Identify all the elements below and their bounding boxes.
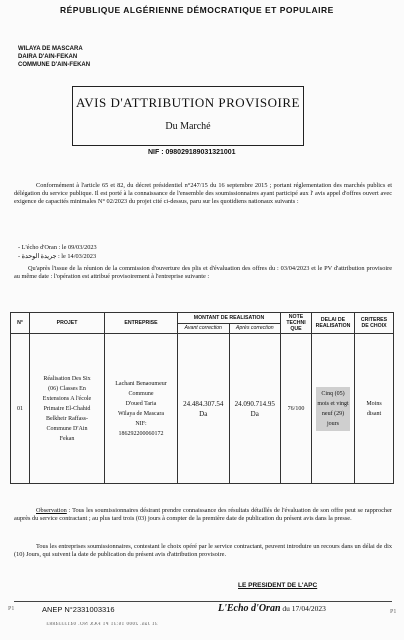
cell-entreprise xyxy=(105,334,178,484)
criteres-line: Moins xyxy=(366,400,382,407)
projet-line: Extensions A l'école xyxy=(42,395,92,402)
signature-line: LE PRESIDENT DE L'APC xyxy=(238,582,318,589)
notice-subtitle: Du Marché xyxy=(165,121,211,132)
recourse-paragraph: Tous les entreprises soumissionnaires, contestant le choix opéré par le service contractant, peuvent introduire un recours dans un délai de dix (10) Jours, qui suivent la date de publication du présent avis d'attribution provisoire. xyxy=(14,543,392,559)
daira-line: DAIRA D'AIN-FEKAN xyxy=(18,54,78,60)
cell-note: 76/100 xyxy=(281,334,312,484)
criteres-line: disant xyxy=(366,410,382,417)
newspaper-credit xyxy=(218,603,326,614)
cell-criteres xyxy=(355,334,394,484)
table-row xyxy=(11,334,394,484)
col-header-apres: Après correction xyxy=(229,323,281,334)
table-header-row xyxy=(11,313,394,324)
fax-header-mirrored: 31 Jan. 2000 16:31 P1 FAX NO. 0413334883 xyxy=(46,622,158,627)
col-header-avant: Avant correction xyxy=(178,323,230,334)
attribution-paragraph: Qu'après l'issue de la réunion de la commission d'ouverture des plis et d'évaluation des offres du : 03/04/2023 et le PV d'attribution provisoire au même date : l'opération est attribué provisoirement à l'entreprise suivante : xyxy=(14,265,392,281)
projet-line: Réalisation Des Six xyxy=(43,375,91,382)
attribution-table xyxy=(10,312,394,484)
newspaper-date: du 17/04/2023 xyxy=(282,604,326,613)
publication-echo: - L'écho d'Oran : le 09/03/2023 xyxy=(18,244,97,251)
nif-number: NIF : 098029189031321001 xyxy=(148,149,236,156)
cell-delai xyxy=(312,334,355,484)
projet-line: (06) Classes En xyxy=(48,385,86,392)
amount-value: 24.484.307.54 xyxy=(183,399,224,408)
wilaya-line: WILAYA DE MASCARA xyxy=(18,46,83,52)
entreprise-line: Wilaya de Mascara xyxy=(117,410,165,417)
entreprise-line: 186292200060172 xyxy=(118,430,164,437)
col-header-entreprise: ENTREPRISE xyxy=(105,313,178,334)
delai-line: jours xyxy=(327,420,339,427)
entreprise-line: Commune xyxy=(128,390,154,397)
col-header-montant: MONTANT DE REALISATION xyxy=(178,313,281,324)
notice-title-box xyxy=(72,86,304,146)
col-header-criteres: CRITERES DE CHOIX xyxy=(355,313,394,334)
cell-apres xyxy=(229,334,281,484)
entreprise-line: NIF: xyxy=(135,420,147,427)
delai-line: Cinq (05) xyxy=(321,390,345,397)
notice-title: AVIS D'ATTRIBUTION PROVISOIRE xyxy=(76,95,300,110)
cell-projet xyxy=(30,334,105,484)
projet-line: Primaire El-Chahid xyxy=(43,405,91,412)
col-header-num: N° xyxy=(11,313,30,334)
col-header-delai: DELAI DE REALISATION xyxy=(312,313,355,334)
col-header-note: NOTE TECHNI QUE xyxy=(281,313,312,334)
observation-label: Observation xyxy=(36,507,67,514)
projet-line: Commune D'Ain xyxy=(46,425,88,432)
fax-mark-right: P1 xyxy=(390,609,397,615)
col-header-projet: PROJET xyxy=(30,313,105,334)
cell-num: 01 xyxy=(11,334,30,484)
entreprise-line: D'oued Taria xyxy=(125,400,157,407)
publication-wahda: - جريدة الوحدة : le 14/03/2023 xyxy=(18,253,97,260)
anep-number: ANEP N°2331003316 xyxy=(42,605,115,614)
projet-line: Belkheir Raffass- xyxy=(45,415,89,422)
footer-divider xyxy=(14,601,392,602)
amount-unit: Da xyxy=(199,409,208,418)
republic-header: RÉPUBLIQUE ALGÉRIENNE DÉMOCRATIQUE ET POPULAIRE xyxy=(60,5,334,15)
projet-line: Fekan xyxy=(59,435,75,442)
entreprise-line: Lachani Benaoumeur xyxy=(115,380,167,387)
delai-line: mois et vingt xyxy=(317,400,349,407)
amount-unit: Da xyxy=(250,409,259,418)
delai-highlight xyxy=(316,387,349,431)
legal-paragraph: Conformément à l'article 65 et 82, du décret présidentiel n°247/15 du 16 septembre 2015 ; portant réglementation des marchés publics et délégation du service publique. Il est porté à la connaissance de l'ensemble des soumissionnaires ayant participé aux l' avis appel d'offres ouvert avec exigence de capacités minimales N° 02/2023 du projet cité ci-dessus, paru sur les quotidiens nationaux suivants : xyxy=(14,182,392,206)
cell-avant xyxy=(178,334,230,484)
fax-mark-left: P1 xyxy=(8,606,15,612)
commune-line: COMMUNE D'AIN-FEKAN xyxy=(18,62,91,68)
delai-line: neuf (29) xyxy=(321,410,345,417)
observation-paragraph: Observation : Tous les soumissionnaires désirant prendre connaissance des résultats détaillés de l'évaluation de son offre peut se rapprocher auprès du service contractant ; au plus tard trois (03) jours à compter de la première date de publication du présent avis dans la presse. xyxy=(14,507,392,523)
newspaper-name: L'Echo d'Oran xyxy=(218,603,281,614)
amount-value: 24.090.714.95 xyxy=(234,399,275,408)
observation-text: Tous les soumissionnaires désirant prendre connaissance des résultats détaillés de l'évaluation de son offre peut se rapprocher auprès du service contractant ; au plus tard trois (03) jours à compter de la première date de publication du présent avis dans la presse. xyxy=(14,507,392,523)
